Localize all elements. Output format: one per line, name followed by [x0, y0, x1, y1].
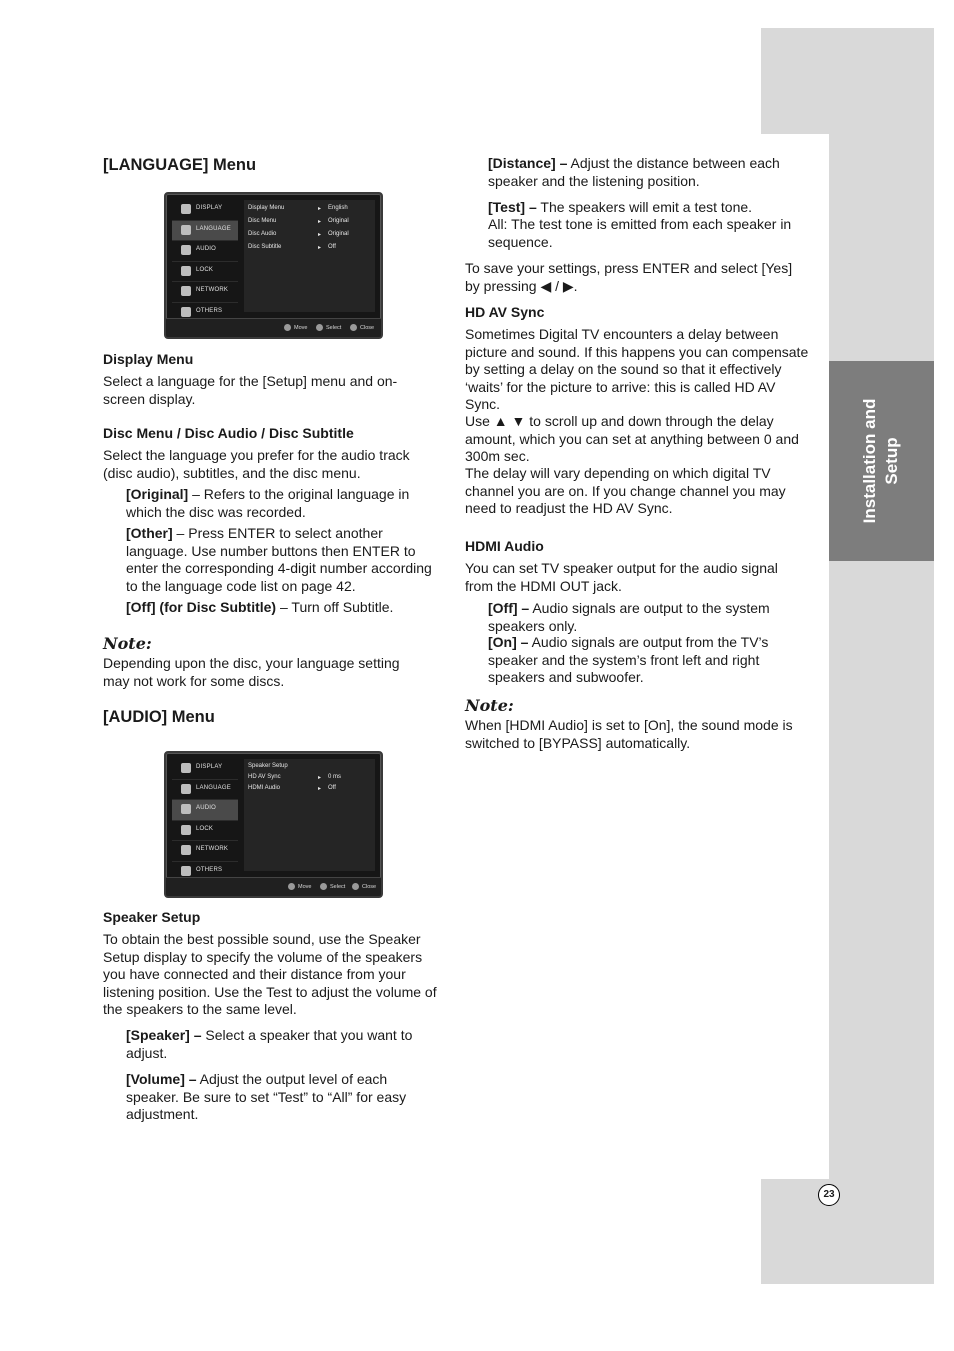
hd-av-sync-p3: The delay will vary depending on which digital TV channel you are on. If you change channel you may need to readjust the HD AV Sync.	[465, 465, 786, 516]
row-value: Original	[328, 218, 349, 224]
option-text: – Turn off Subtitle.	[276, 599, 394, 615]
footer-move	[288, 883, 311, 890]
menu-item-label: OTHERS	[196, 866, 223, 873]
save-text: To save your settings, press ENTER and select [Yes] by pressing ◀ / ▶.	[465, 260, 793, 294]
menu-title-text: Speaker Setup	[248, 763, 288, 769]
display-icon	[181, 763, 191, 773]
disc-title: Disc Menu / Disc Audio / Disc Subtitle	[103, 425, 354, 441]
option-label: [Speaker] –	[126, 1027, 202, 1043]
chevron-right-icon: ▸	[318, 232, 322, 238]
move-icon	[288, 883, 295, 890]
language-icon	[181, 225, 191, 235]
test-option	[488, 199, 810, 217]
footer-label: Close	[360, 324, 375, 331]
menu-content	[244, 759, 375, 871]
language-menu-screenshot	[164, 192, 383, 339]
footer-label: Move	[294, 324, 308, 331]
chevron-right-icon: ▸	[318, 245, 322, 251]
off-option	[126, 599, 444, 617]
footer-close	[352, 883, 376, 890]
row-value: 0 ms	[328, 774, 342, 780]
footer-select	[316, 324, 341, 331]
menu-item-label: AUDIO	[196, 246, 217, 252]
menu-item-network	[172, 841, 238, 862]
footer-label: Move	[298, 883, 312, 890]
option-text: The speakers will emit a test tone.	[536, 199, 753, 215]
row-label: Disc Subtitle	[248, 244, 282, 250]
row-value: Original	[328, 231, 349, 237]
option-label: [Off] (for Disc Subtitle)	[126, 599, 277, 615]
side-strip-bottom	[761, 1179, 934, 1284]
row-value: English	[328, 205, 348, 211]
menu-item-language	[172, 780, 238, 801]
network-icon	[181, 845, 191, 855]
test-all-text: All: The test tone is emitted from each speaker in sequence.	[488, 216, 792, 250]
row-label: HD AV Sync	[248, 774, 281, 780]
chevron-right-icon: ▸	[318, 206, 322, 212]
row-label: Display Menu	[248, 205, 285, 211]
select-icon	[316, 324, 323, 331]
volume-option	[126, 1071, 444, 1124]
hd-av-sync-title: HD AV Sync	[465, 304, 545, 320]
option-text: Adjust the output level of each speaker. Be sure to set “Test” to “All” for easy adjustment.	[126, 1071, 407, 1122]
chevron-right-icon: ▸	[318, 775, 322, 781]
option-label: [Volume] –	[126, 1071, 197, 1087]
section-tab-label: Installation and Setup	[860, 398, 901, 524]
others-icon	[181, 866, 191, 876]
note-text: Depending upon the disc, your language setting may not work for some discs.	[103, 655, 400, 689]
menu-item-display	[172, 200, 238, 221]
option-text: Audio signals are output from the TV’s speaker and the system’s front left and right speakers and subwoofer.	[488, 634, 769, 685]
menu-footer	[166, 877, 381, 896]
menu-item-language	[172, 221, 238, 242]
disc-text: Select the language you prefer for the audio track (disc audio), subtitles, and the disc menu.	[103, 447, 410, 481]
menu-item-label: LANGUAGE	[196, 225, 231, 232]
language-heading: [LANGUAGE] Menu	[103, 156, 257, 174]
language-icon	[181, 784, 191, 794]
section-tab-label-box	[829, 361, 934, 561]
menu-item-label: LOCK	[196, 266, 214, 273]
option-label: [On] –	[488, 634, 529, 650]
menu-item-label: NETWORK	[196, 287, 229, 293]
footer-label: Select	[326, 324, 342, 331]
option-label: [Other]	[126, 525, 173, 541]
display-menu-text: Select a language for the [Setup] menu and on-screen display.	[103, 373, 398, 407]
menu-item-lock	[172, 821, 238, 842]
original-option	[126, 486, 444, 521]
hdmi-audio-title: HDMI Audio	[465, 538, 544, 554]
menu-item-label: AUDIO	[196, 805, 217, 811]
menu-sidebar	[172, 759, 238, 882]
option-label: [Off] –	[488, 600, 530, 616]
move-icon	[284, 324, 291, 331]
menu-sidebar	[172, 200, 238, 323]
row-label: Disc Audio	[248, 231, 277, 237]
chevron-right-icon: ▸	[318, 219, 322, 225]
side-strip	[829, 134, 934, 1179]
footer-close	[350, 324, 374, 331]
row-label: Disc Menu	[248, 218, 277, 224]
select-icon	[320, 883, 327, 890]
lock-icon	[181, 825, 191, 835]
footer-move	[284, 324, 307, 331]
option-text: Audio signals are output to the system speakers only.	[488, 600, 770, 634]
display-icon	[181, 204, 191, 214]
option-text: Adjust the distance between each speaker and the listening position.	[488, 155, 780, 189]
option-label: [Original]	[126, 486, 189, 502]
menu-item-display	[172, 759, 238, 780]
note-title: Note:	[103, 634, 152, 653]
option-label: [Distance] –	[488, 155, 568, 171]
hdmi-off-option	[488, 600, 793, 635]
row-label: HDMI Audio	[248, 785, 281, 791]
audio-heading: [AUDIO] Menu	[103, 708, 215, 726]
hd-av-sync-p1: Sometimes Digital TV encounters a delay between picture and sound. If this happens you can compensate by setting a delay on the sound so that it effectively ‘waits’ for the picture to arrive: this is called HD AV Sync.	[465, 326, 809, 412]
note-text: When [HDMI Audio] is set to [On], the sound mode is switched to [BYPASS] automatically.	[465, 717, 793, 751]
option-label: [Test] –	[488, 199, 537, 215]
audio-menu-screenshot	[164, 751, 383, 898]
close-icon	[350, 324, 357, 331]
speaker-setup-title: Speaker Setup	[103, 909, 201, 925]
note-title: Note:	[465, 696, 514, 715]
option-text: – Refers to the original language in which the disc was recorded.	[126, 486, 410, 520]
menu-content	[244, 200, 375, 312]
menu-item-label: DISPLAY	[196, 205, 223, 211]
menu-item-network	[172, 282, 238, 303]
menu-item-label: OTHERS	[196, 307, 223, 314]
menu-item-audio	[172, 800, 238, 821]
page-number: 23	[818, 1184, 840, 1206]
option-text: – Press ENTER to select another language. Use number buttons then ENTER to enter the corresponding 4-digit number according to the language code list on page 42.	[126, 525, 432, 594]
distance-option	[488, 155, 810, 190]
close-icon	[352, 883, 359, 890]
row-value: Off	[328, 785, 336, 791]
menu-item-label: NETWORK	[196, 846, 229, 852]
row-value: Off	[328, 244, 336, 250]
display-menu-title: Display Menu	[103, 351, 194, 367]
lock-icon	[181, 266, 191, 276]
audio-icon	[181, 804, 191, 814]
footer-select	[320, 883, 345, 890]
menu-footer	[166, 318, 381, 337]
hdmi-on-option	[488, 634, 793, 687]
speaker-setup-text: To obtain the best possible sound, use the Speaker Setup display to specify the volume of the speakers you have connected and their distance from your listening position. Use the Test to adjust the volume of the speakers to the same level.	[103, 931, 437, 1017]
hd-av-sync-p2: Use ▲ ▼ to scroll up and down through the delay amount, which you can set at anything between 0 and 300m sec.	[465, 413, 799, 464]
footer-label: Close	[362, 883, 377, 890]
footer-label: Select	[330, 883, 346, 890]
menu-item-label: LOCK	[196, 825, 214, 832]
menu-item-label: LANGUAGE	[196, 784, 231, 791]
hdmi-audio-text: You can set TV speaker output for the audio signal from the HDMI OUT jack.	[465, 560, 778, 594]
others-icon	[181, 307, 191, 317]
option-text: Select a speaker that you want to adjust.	[126, 1027, 413, 1061]
menu-item-audio	[172, 241, 238, 262]
side-strip-top	[761, 28, 934, 134]
chevron-right-icon: ▸	[318, 786, 322, 792]
network-icon	[181, 286, 191, 296]
other-option	[126, 525, 444, 595]
menu-item-lock	[172, 262, 238, 283]
audio-icon	[181, 245, 191, 255]
menu-item-label: DISPLAY	[196, 764, 223, 770]
speaker-option	[126, 1027, 444, 1062]
